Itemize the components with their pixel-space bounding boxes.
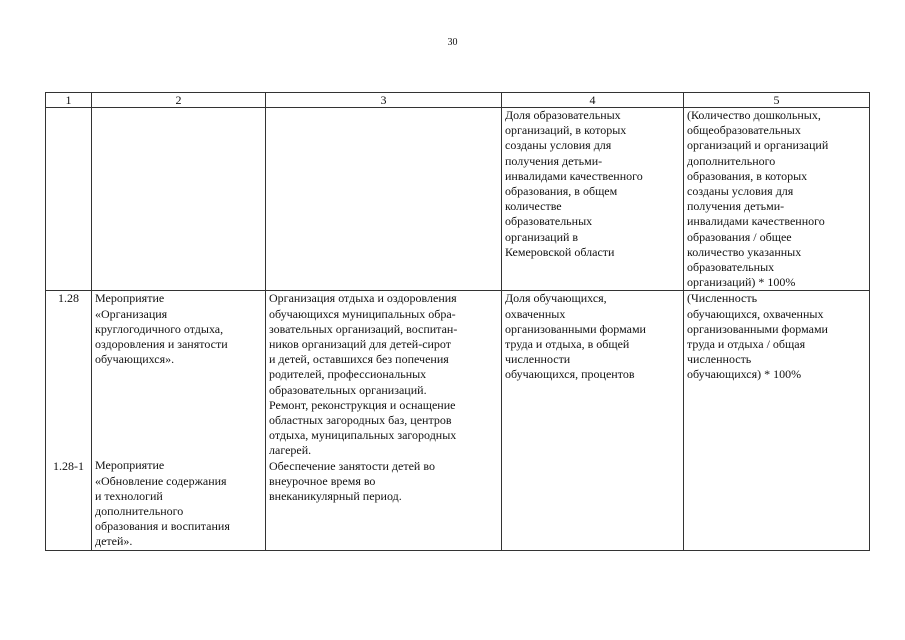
event-text — [95, 291, 262, 367]
text-line: (Численность — [687, 291, 758, 306]
text-line: внеканикулярный период. — [269, 489, 402, 504]
text-line: количестве — [505, 199, 562, 214]
row-number-cell — [46, 108, 92, 291]
text-line: лагерей. — [269, 443, 312, 458]
data-table — [45, 92, 870, 551]
text-line: труда и отдыха, в общей — [505, 337, 630, 352]
text-line: организаций и организаций — [687, 138, 829, 153]
text-line: дополнительного — [95, 504, 184, 519]
text-line: образовательных организаций. — [269, 382, 427, 397]
text-line: «Организация — [95, 306, 168, 321]
text-line: образования и воспитания — [95, 519, 230, 534]
text-line: организованными формами — [687, 321, 828, 336]
text-line: внеурочное время во — [269, 473, 376, 488]
text-line: Мероприятие — [95, 291, 165, 306]
text-line: Доля обучающихся, — [505, 291, 607, 306]
event-cell — [92, 108, 266, 291]
event-cell — [92, 291, 266, 550]
description-text — [269, 459, 498, 505]
text-line: созданы условия для — [687, 184, 794, 199]
text-line: организаций в — [505, 229, 579, 244]
text-line: образовательных — [687, 260, 775, 275]
formula-cell — [684, 291, 870, 550]
row-number-cell — [46, 291, 92, 550]
text-line: созданы условия для — [505, 138, 612, 153]
text-line: обучающихся, процентов — [505, 367, 635, 382]
text-line: образования, в общем — [505, 184, 618, 199]
indicator-cell — [502, 291, 684, 550]
text-line: круглогодичного отдыха, — [95, 321, 224, 336]
text-line: обучающихся». — [95, 352, 175, 367]
indicator-cell — [502, 108, 684, 291]
description-cell — [266, 108, 502, 291]
row-number: 1.28 — [58, 291, 79, 306]
text-line: образования, в которых — [687, 168, 808, 183]
text-line: и технологий — [95, 488, 163, 503]
text-line: охваченных — [505, 306, 566, 321]
text-line: организаций, в которых — [505, 123, 627, 138]
text-line: образовательных — [505, 214, 593, 229]
text-line: Мероприятие — [95, 458, 165, 473]
text-line: родителей, профессиональных — [269, 367, 427, 382]
table-row — [46, 291, 870, 550]
spacer — [95, 367, 262, 458]
column-header: 3 — [266, 93, 502, 108]
text-line: организаций) * 100% — [687, 275, 796, 290]
text-line: зовательных организаций, воспитан- — [269, 321, 458, 336]
text-line: организованными формами — [505, 321, 646, 336]
text-line: инвалидами качественного — [505, 168, 643, 183]
text-line: Кемеровской области — [505, 244, 615, 259]
text-line: Ремонт, реконструкция и оснащение — [269, 397, 456, 412]
text-line: труда и отдыха / общая — [687, 337, 806, 352]
text-line: количество указанных — [687, 244, 802, 259]
event-text — [95, 458, 262, 549]
text-line: получения детьми- — [505, 153, 603, 168]
text-line: Обеспечение занятости детей во — [269, 458, 435, 473]
text-line: обучающихся муниципальных обра- — [269, 306, 456, 321]
description-cell — [266, 291, 502, 550]
text-line: общеобразовательных — [687, 123, 801, 138]
formula-cell — [684, 108, 870, 291]
text-line: детей». — [95, 534, 133, 549]
text-line: «Обновление содержания — [95, 473, 227, 488]
column-header: 5 — [684, 93, 870, 108]
column-header: 2 — [92, 93, 266, 108]
text-line: обучающихся) * 100% — [687, 367, 802, 382]
text-line: численности — [505, 352, 571, 367]
text-line: дополнительного — [687, 153, 776, 168]
text-line: численность — [687, 352, 752, 367]
table-row — [46, 108, 870, 291]
text-line: Организация отдыха и оздоровления — [269, 291, 457, 306]
text-line: инвалидами качественного — [687, 214, 825, 229]
spacer — [47, 307, 90, 459]
text-line: оздоровления и занятости — [95, 337, 228, 352]
column-header: 4 — [502, 93, 684, 108]
row-number: 1.28-1 — [53, 458, 84, 473]
text-line: обучающихся, охваченных — [687, 306, 824, 321]
text-line: образования / общее — [687, 229, 792, 244]
description-text — [269, 291, 498, 458]
text-line: отдыха, муниципальных загородных — [269, 428, 457, 443]
text-line: областных загородных баз, центров — [269, 413, 452, 428]
column-header: 1 — [46, 93, 92, 108]
text-line: (Количество дошкольных, — [687, 108, 821, 122]
text-line: ников организаций для детей-сирот — [269, 337, 452, 352]
table-header-row — [46, 93, 870, 108]
text-line: получения детьми- — [687, 199, 785, 214]
text-line: и детей, оставшихся без попечения — [269, 352, 449, 367]
page-number: 30 — [447, 37, 458, 48]
text-line: Доля образовательных — [505, 108, 621, 122]
